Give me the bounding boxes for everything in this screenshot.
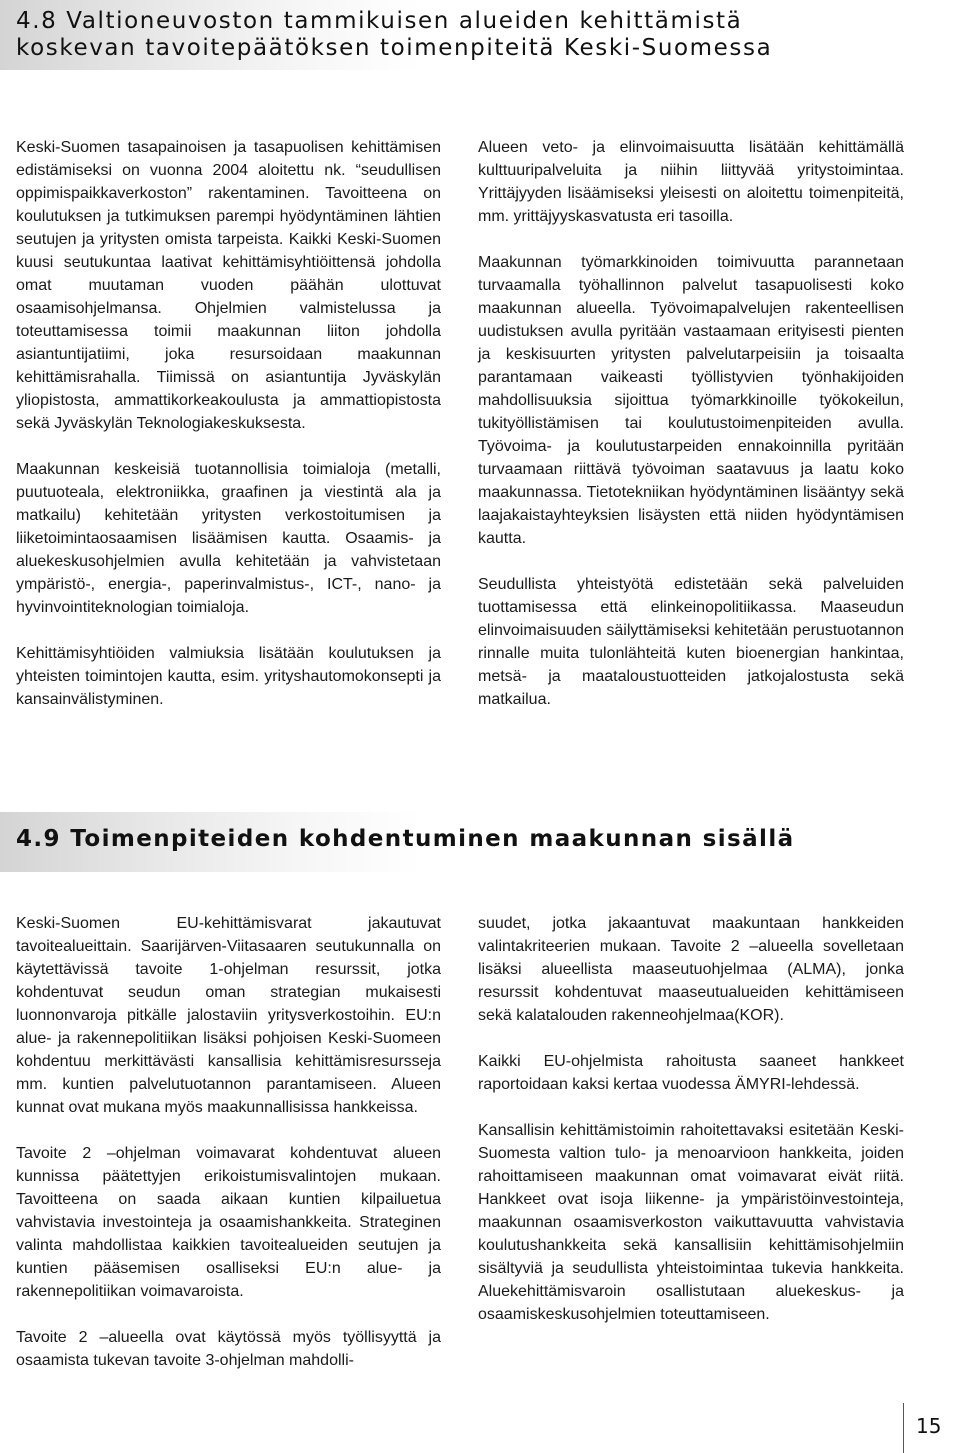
paragraph: Alueen veto- ja elinvoimaisuutta lisätään kehittämällä kulttuuripalveluita ja niihin liittyvää yritystoimintaa. Yrittäjyyden lisäämiseksi yleisesti on aloitettu toimenpiteitä, mm. yrittäjyyskasvatusta eri tasoilla.	[478, 139, 904, 225]
section-4-9-title: 4.9 Toimenpiteiden kohdentuminen maakunnan sisällä	[16, 826, 795, 852]
page-number: 15	[916, 1414, 942, 1438]
section-4-8-left-column	[16, 136, 441, 734]
paragraph: Kaikki EU-ohjelmista rahoitusta saaneet hankkeet raportoidaan kaksi kertaa vuodessa ÄMYRI-lehdessä.	[478, 1053, 904, 1093]
paragraph: suudet, jotka jakaantuvat maakuntaan hankkeiden valintakriteerien mukaan. Tavoite 2 –alueella sovelletaan lisäksi alueellista maaseutuohjelmaa (ALMA), jonka resurssit kohdentuvat maaseutualueiden kehittämiseen sekä kalatalouden rakenneohjelmaa(KOR).	[478, 915, 904, 1024]
section-4-9-left-column	[16, 912, 441, 1395]
paragraph: Seudullista yhteistyötä edistetään sekä palveluiden tuottamisessa että elinkeinopolitiikassa. Maaseudun elinvoimaisuuden säilyttämiseksi kehitetään perustuotannon rinnalle muita tulonlähteitä kuten bioenergian hankintaa, metsä- ja maataloustuotteiden jatkojalostusta sekä matkailua.	[478, 576, 904, 708]
paragraph: Tavoite 2 –alueella ovat käytössä myös työllisyyttä ja osaamista tukevan tavoite 3-ohjelman mahdolli-	[16, 1329, 441, 1369]
paragraph: Kehittämisyhtiöiden valmiuksia lisätään koulutuksen ja yhteisten toimintojen kautta, esim. yrityshautomokonsepti ja kansainvälistyminen.	[16, 645, 441, 708]
paragraph: Maakunnan työmarkkinoiden toimivuutta parannetaan turvaamalla työhallinnon palvelut tasapuolisesti koko maakunnan alueella. Työvoimapalvelujen rakenteellisen uudistuksen avulla pyritään vastaamaan erityisesti pienten ja keskisuurten yritysten palvelutarpeisiin ja toisaalta parantamaan vaikeasti työllistyvien työnhakijoiden mahdollisuuksia sijoittua työmarkkinoille työkokeilun, tukityöllistämisen tai koulutustoimenpiteiden avulla. Työvoima- ja koulutustarpeiden ennakoinnilla pyritään turvaamaan riittävä työvoiman saatavuus ja laatu koko maakunnassa. Tietotekniikan hyödyntäminen lisääntyy sekä laajakaistayhteyksien lisäysten että niiden hyödyntämisen kautta.	[478, 254, 904, 547]
paragraph: Keski-Suomen tasapainoisen ja tasapuolisen kehittämisen edistämiseksi on vuonna 2004 aloitettu nk. “seudullisen oppimispaikkaverkoston” rakentaminen. Tavoitteena on koulutuksen ja tutkimuksen parempi hyödyntäminen lähtien seutujen ja yritysten omista tarpeista. Kaikki Keski-Suomen kuusi seutukuntaa laativat kehittämisyhtiöittensä johdolla omat muutaman vuoden päähän ulottuvat osaamisohjelmansa. Ohjelmien valmistelussa ja toteuttamisessa toimii maakunnan liiton johdolla asiantuntijatiimi, joka resursoidaan maakunnan kehittämisrahalla. Tiimissä on asiantuntija Jyväskylän yliopistosta, ammattikorkeakoulusta ja ammattiopistosta sekä Jyväskylän Teknologiakeskuksesta.	[16, 139, 441, 432]
section-4-8-title	[16, 8, 772, 62]
title-line-1: 4.8 Valtioneuvoston tammikuisen alueiden kehittämistä	[16, 8, 743, 34]
paragraph: Maakunnan keskeisiä tuotannollisia toimialoja (metalli, puutuoteala, elektroniikka, graafinen ja viestintä ala ja matkailu) kehitetään yritysten verkostoitumisen ja liiketoimintaosaamisen lisäämisen kautta. Osaamis- ja aluekeskusohjelmien avulla kehitetään ja vahvistetaan ympäristö-, energia-, paperinvalmistus-, ICT-, nano- ja hyvinvointiteknologian toimialoja.	[16, 461, 441, 616]
title-line-2: koskevan tavoitepäätöksen toimenpiteitä Keski-Suomessa	[16, 35, 773, 61]
section-4-8-right-column	[478, 136, 904, 734]
paragraph: Kansallisin kehittämistoimin rahoitettavaksi esitetään Keski-Suomesta valtion tulo- ja menoarvioon hankkeita, joiden rahoittamiseen maakunnan omat voimavarat eivät riitä. Hankkeet ovat isoja liikenne- ja ympäristöinvestointeja, maakunnan osaamisverkoston vaikuttavuutta vahvistavia koulutushankkeita sekä kansallisiin kehittämisohjelmiin sisältyviä ja seudullista yhteistoimintaa tukevia hankkeita. Aluekehittämisvaroin osallistutaan aluekeskus- ja osaamiskeskusohjelmien toteuttamiseen.	[478, 1122, 904, 1323]
section-4-9-right-column	[478, 912, 904, 1349]
paragraph: Keski-Suomen EU-kehittämisvarat jakautuvat tavoitealueittain. Saarijärven-Viitasaaren seutukunnalla on käytettävissä tavoite 1-ohjelman resurssit, jotka kohdentuvat seudun oman strategian mukaisesti luonnonvaroja pitkälle jalostaviin yritysverkostoihin. EU:n alue- ja rakennepolitiikan lisäksi pohjoisen Keski-Suomeen kohdentuu merkittävästi kansallisia kehittämisresursseja mm. kuntien palvelutuotannon parantamiseen. Alueen kunnat ovat mukana myös maakunnallisissa hankkeissa.	[16, 915, 441, 1116]
page-number-divider	[903, 1403, 904, 1453]
paragraph: Tavoite 2 –ohjelman voimavarat kohdentuvat alueen kunnissa päätettyjen erikoistumisvalintojen mukaan. Tavoitteena on saada aikaan kuntien kilpailuetua vahvistavia investointeja ja osaamishankkeita. Strateginen valinta mahdollistaa kaikkien tavoitealueiden seutujen ja kuntien pääsemisen osalliseksi EU:n alue- ja rakennepolitiikan voimavaroista.	[16, 1145, 441, 1300]
